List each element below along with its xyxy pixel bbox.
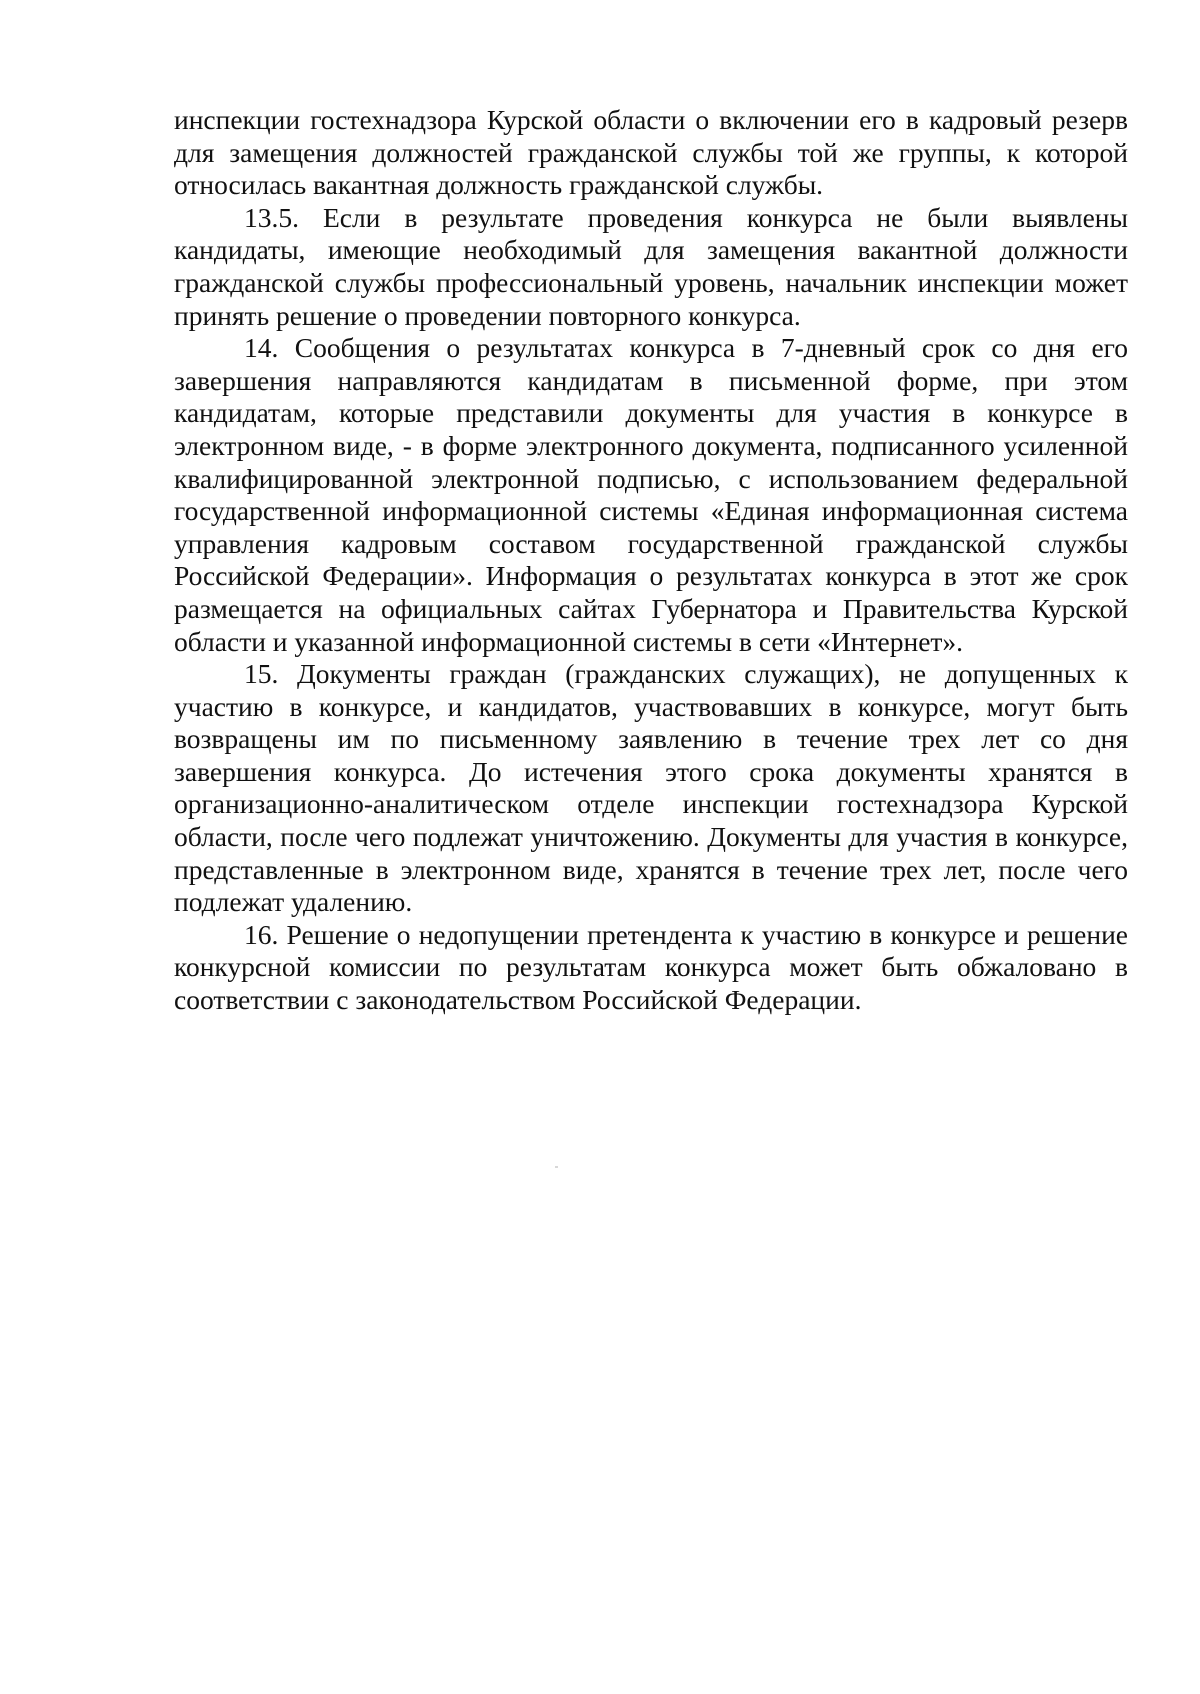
paragraph-continuation: инспекции гостехнадзора Курской области о включении его в кадровый резерв для замещения должностей гражданской службы той же группы, к которой относилась вакантная должность гражданской службы. [174,104,1128,201]
paragraph-14: 14. Сообщения о результатах конкурса в 7-дневный срок со дня его завершения направляются кандидатам в письменной форме, при этом кандидатам, которые представили документы для участия в конкурсе в электронном виде, - в форме электронного документа, подписанного усиленной квалифицированной электронной подписью, с использованием федеральной государственной информационной системы «Единая информационная система управления кадровым составом государственной гражданской службы Российской Федерации». Информация о результатах конкурса в этот же срок размещается на официальных сайтах Губернатора и Правительства Курской области и указанной информационной системы в сети «Интернет». [174,332,1128,657]
document-body [174,104,1128,1017]
paragraph-15: 15. Документы граждан (гражданских служащих), не допущенных к участию в конкурсе, и кандидатов, участвовавших в конкурсе, могут быть возвращены им по письменному заявлению в течение трех лет со дня завершения конкурса. До истечения этого срока документы хранятся в организационно-аналитическом отделе инспекции гостехнадзора Курской области, после чего подлежат уничтожению. Документы для участия в конкурсе, представленные в электронном виде, хранятся в течение трех лет, после чего подлежат удалению. [174,658,1128,918]
paragraph-16: 16. Решение о недопущении претендента к участию в конкурсе и решение конкурсной комиссии по результатам конкурса может быть обжаловано в соответствии с законодательством Российской Федерации. [174,918,1128,1016]
scan-artifact [555,1166,558,1168]
paragraph-13-5: 13.5. Если в результате проведения конкурса не были выявлены кандидаты, имеющие необходимый для замещения вакантной должности гражданской службы профессиональный уровень, начальник инспекции может принять решение о проведении повторного конкурса. [174,201,1128,331]
